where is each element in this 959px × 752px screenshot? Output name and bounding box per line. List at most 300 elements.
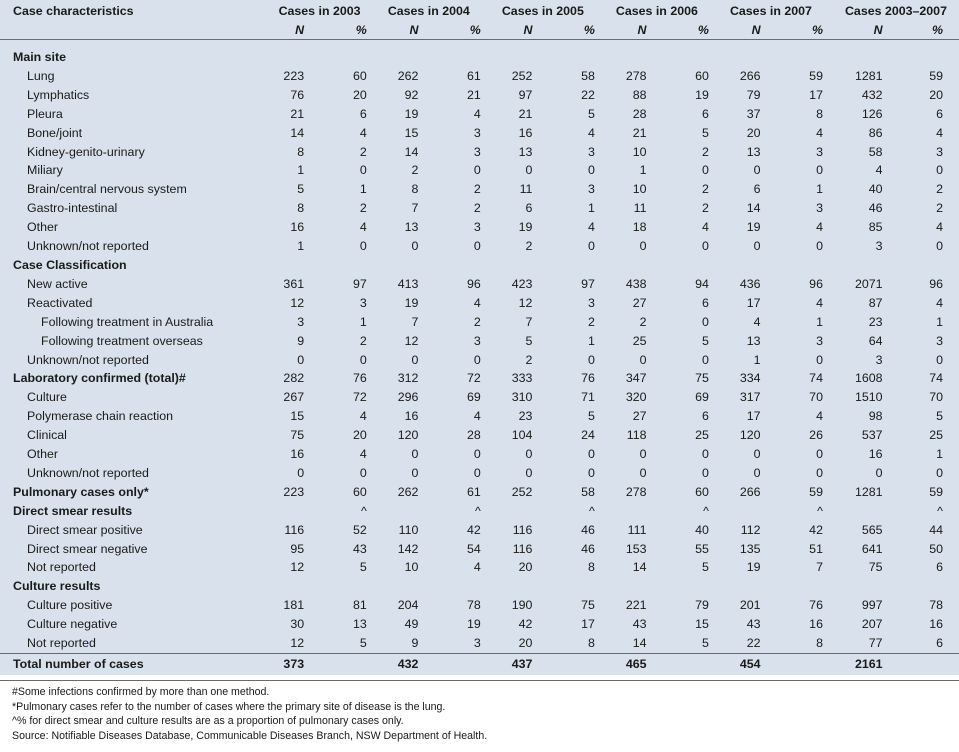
cell-percent: 54 [467, 541, 481, 556]
cell-count: 19 [404, 295, 419, 310]
cell-count: 0 [753, 163, 761, 178]
cell-count: 85 [868, 220, 883, 235]
cell-count: 278 [625, 484, 647, 499]
cell-percent: 8 [816, 636, 823, 651]
cell-count: 3 [297, 314, 305, 329]
cell-percent [532, 48, 594, 67]
cell-count: 1 [297, 163, 305, 178]
cell-count: 21 [518, 106, 533, 121]
cell-count: 2071 [854, 276, 883, 291]
cell-percent: 20 [352, 87, 367, 102]
cell-count [709, 502, 761, 521]
cell-count [823, 256, 883, 275]
total-count: 454 [709, 654, 761, 676]
cell-count: 20 [518, 560, 533, 575]
table-row [0, 199, 959, 218]
cell-count: 16 [290, 220, 305, 235]
cell-percent: 25 [929, 428, 943, 443]
cell-percent: 0 [816, 447, 823, 462]
cell-count [481, 48, 533, 67]
cell-percent: 60 [695, 484, 709, 499]
cell-percent: 1 [816, 314, 823, 329]
cell-count [367, 256, 419, 275]
cell-count: 252 [511, 484, 533, 499]
cell-count: 14 [746, 201, 761, 216]
cell-count: 1 [297, 239, 305, 254]
cell-percent: 0 [936, 239, 943, 254]
cell-count: 126 [861, 106, 883, 121]
cell-percent: 59 [929, 68, 943, 83]
cell-percent: 4 [936, 220, 943, 235]
cell-percent: 4 [816, 220, 823, 235]
cell-percent: 55 [695, 541, 709, 556]
cell-count: 12 [290, 295, 305, 310]
cell-percent: 1 [359, 182, 367, 197]
cell-count: 27 [632, 409, 647, 424]
cell-percent: 3 [473, 220, 481, 235]
cell-count: 0 [875, 465, 883, 480]
table-row [0, 502, 959, 521]
cell-count: 0 [297, 352, 305, 367]
cell-percent: 72 [467, 371, 481, 386]
cell-count: 266 [739, 68, 761, 83]
row-label: Following treatment overseas [41, 333, 203, 348]
header-pct: % [647, 21, 709, 40]
cell-count: 77 [868, 636, 883, 651]
cell-count: 223 [283, 68, 305, 83]
footnote-pulmonary: *Pulmonary cases refer to the number of cases where the primary site of disease is the lung. [12, 700, 446, 713]
cell-count: 13 [746, 333, 761, 348]
cell-count: 2 [411, 163, 419, 178]
cell-percent: 2 [702, 182, 709, 197]
cell-count: 13 [746, 144, 761, 159]
row-label: Main site [13, 50, 67, 64]
table-row [0, 615, 959, 634]
cell-count: 181 [283, 598, 305, 613]
cell-count: 11 [519, 182, 533, 197]
cell-percent: 0 [816, 352, 823, 367]
cell-count: 0 [297, 465, 305, 480]
table-row [0, 407, 959, 426]
cell-percent: 42 [467, 522, 481, 537]
cell-percent: 96 [929, 276, 943, 291]
header-pct: % [418, 21, 480, 40]
cell-count: 12 [404, 333, 419, 348]
cell-count: 641 [861, 541, 883, 556]
total-count: 373 [252, 654, 304, 676]
cell-count: 0 [639, 465, 647, 480]
cell-percent: 24 [581, 428, 595, 443]
cell-percent: 71 [581, 390, 595, 405]
header-row-years [0, 0, 959, 21]
cell-count: 23 [518, 409, 533, 424]
cell-percent [304, 256, 367, 275]
header-pct: % [761, 21, 823, 40]
cell-percent: 78 [467, 598, 481, 613]
cell-count: 334 [739, 371, 761, 386]
cell-percent: 96 [467, 276, 481, 291]
cell-count: 64 [868, 333, 883, 348]
cell-count: 262 [397, 484, 419, 499]
footnote-proportion: ^% for direct smear and culture results are as a proportion of pulmonary cases only. [12, 715, 404, 727]
cell-percent: 72 [352, 390, 367, 405]
cell-count: 19 [404, 106, 419, 121]
cell-percent: 0 [359, 352, 367, 367]
cell-count: 1510 [854, 390, 883, 405]
cell-count: 11 [633, 201, 647, 216]
cell-percent: 5 [702, 333, 709, 348]
cell-count: 296 [397, 390, 419, 405]
cell-percent: 20 [929, 87, 943, 102]
cell-count: 3 [875, 352, 883, 367]
cell-percent: 3 [473, 333, 481, 348]
row-label: Culture results [13, 579, 101, 594]
table-row [0, 143, 959, 162]
header-year-2005: Cases in 2005 [501, 4, 584, 18]
cell-count: 30 [290, 617, 305, 632]
cell-count: 18 [632, 220, 647, 235]
cell-percent: 0 [816, 163, 823, 178]
cell-count: 87 [868, 295, 883, 310]
total-percent [532, 654, 594, 676]
cell-percent: 3 [587, 144, 595, 159]
cell-count: 282 [283, 371, 305, 386]
cell-percent: 4 [816, 409, 823, 424]
cell-percent: 75 [695, 371, 709, 386]
cell-percent: 5 [587, 409, 595, 424]
cell-percent: 4 [473, 560, 481, 575]
total-count: 437 [481, 654, 533, 676]
cell-count: 2 [525, 239, 533, 254]
cell-percent: 81 [352, 598, 367, 613]
cell-percent: 3 [816, 333, 823, 348]
cell-percent: 0 [702, 447, 709, 462]
cell-percent: 3 [359, 295, 367, 310]
row-label: Brain/central nervous system [27, 182, 187, 197]
cell-percent: 21 [467, 87, 481, 102]
cell-count: 201 [739, 598, 761, 613]
cell-count: 317 [739, 390, 761, 405]
header-n: N [481, 21, 533, 40]
cell-count: 116 [512, 541, 533, 556]
total-percent [647, 654, 709, 676]
cell-count: 0 [639, 239, 647, 254]
cell-percent: 0 [359, 163, 367, 178]
row-label: Other [27, 447, 58, 462]
cell-percent: ^ [703, 503, 709, 518]
cell-percent: ^ [475, 503, 481, 518]
cell-count: 1608 [854, 371, 883, 386]
cell-percent: 4 [587, 220, 595, 235]
total-percent [418, 654, 480, 676]
cell-count: 252 [511, 68, 533, 83]
cell-percent: 70 [809, 390, 823, 405]
cell-percent: 3 [936, 333, 943, 348]
cell-percent: 79 [695, 598, 709, 613]
spacer-row [0, 40, 959, 49]
cell-count: 12 [290, 560, 305, 575]
cell-count: 86 [868, 125, 883, 140]
cell-count: 10 [632, 144, 647, 159]
cell-count: 20 [746, 125, 761, 140]
cell-percent: 1 [816, 182, 823, 197]
cell-count: 4 [875, 163, 883, 178]
cell-percent: 3 [473, 144, 481, 159]
cell-count: 42 [518, 617, 533, 632]
cell-count: 98 [868, 409, 883, 424]
cell-percent: 51 [809, 541, 823, 556]
cell-percent [532, 256, 594, 275]
cell-percent: 0 [587, 352, 595, 367]
cell-count: 0 [525, 163, 533, 178]
cell-count: 112 [740, 522, 761, 537]
cell-count: 142 [397, 541, 419, 556]
cell-percent: 94 [695, 276, 709, 291]
cell-count: 6 [753, 182, 761, 197]
cell-percent: 1 [587, 201, 595, 216]
cell-percent: 69 [467, 390, 481, 405]
cell-count: 0 [753, 447, 761, 462]
cell-percent: 61 [467, 484, 481, 499]
cell-count [481, 256, 533, 275]
cell-count: 0 [525, 465, 533, 480]
cell-count: 310 [511, 390, 533, 405]
cell-count: 10 [632, 182, 647, 197]
cell-count: 565 [861, 522, 883, 537]
cell-count: 27 [632, 295, 647, 310]
cell-percent: 97 [352, 276, 367, 291]
cell-count: 16 [290, 447, 305, 462]
cell-percent: 2 [473, 182, 481, 197]
cell-count: 423 [511, 276, 533, 291]
cell-count: 1281 [854, 68, 883, 83]
cell-percent: 5 [702, 560, 709, 575]
cell-count: 266 [739, 484, 761, 499]
cell-count: 204 [397, 598, 419, 613]
cell-percent [532, 577, 594, 596]
cell-count: 21 [290, 106, 305, 121]
cell-percent [761, 256, 823, 275]
cell-percent: 6 [359, 106, 367, 121]
cell-percent: 0 [587, 465, 595, 480]
cell-count: 116 [284, 522, 305, 537]
cell-percent: 50 [929, 541, 943, 556]
cell-percent [418, 577, 480, 596]
row-label: Unknown/not reported [27, 239, 149, 254]
cell-count: 111 [627, 522, 647, 537]
cell-percent: 19 [695, 87, 709, 102]
cell-percent: 5 [936, 409, 943, 424]
cell-count: 436 [739, 276, 761, 291]
cell-count: 46 [868, 201, 883, 216]
cell-count: 110 [398, 522, 419, 537]
header-pct: % [532, 21, 594, 40]
cell-percent [883, 256, 959, 275]
cell-count: 7 [411, 201, 419, 216]
cell-count: 12 [290, 636, 305, 651]
cell-percent: 0 [359, 465, 367, 480]
cell-percent: 4 [936, 125, 943, 140]
cell-count [252, 256, 304, 275]
cell-count: 153 [625, 541, 647, 556]
row-label: Unknown/not reported [27, 465, 149, 480]
table-row [0, 124, 959, 143]
cell-count [252, 577, 304, 596]
cell-count [823, 502, 883, 521]
row-label: Culture negative [27, 617, 118, 632]
cell-percent: 0 [702, 239, 709, 254]
cell-count: 0 [525, 447, 533, 462]
row-label: Not reported [27, 636, 96, 651]
cell-count: 19 [746, 220, 761, 235]
table-row [0, 48, 959, 67]
cell-percent: 60 [352, 68, 367, 83]
header-year-2007: Cases in 2007 [729, 4, 812, 18]
cell-percent [647, 256, 709, 275]
cell-percent: 3 [587, 182, 595, 197]
cell-percent: 5 [702, 636, 709, 651]
cell-count: 432 [861, 87, 883, 102]
cell-percent: 4 [473, 106, 481, 121]
table-row [0, 67, 959, 86]
cell-percent: 17 [581, 617, 595, 632]
header-n: N [252, 21, 304, 40]
cell-percent: 59 [929, 484, 943, 499]
cell-count: 88 [632, 87, 647, 102]
cell-percent: 96 [809, 276, 823, 291]
cell-percent: 52 [352, 522, 367, 537]
cell-percent: 4 [816, 125, 823, 140]
cell-percent: 16 [809, 617, 823, 632]
cell-percent [883, 48, 959, 67]
cell-percent: 70 [929, 390, 943, 405]
cell-count: 23 [868, 314, 883, 329]
cell-count: 6 [525, 201, 533, 216]
row-label: Laboratory confirmed (total)# [13, 371, 186, 386]
cell-count: 1 [639, 163, 647, 178]
row-label: Gastro-intestinal [27, 201, 118, 216]
cell-count: 278 [625, 68, 647, 83]
cell-count [595, 48, 647, 67]
total-percent [883, 654, 959, 676]
cell-count: 120 [397, 428, 419, 443]
cell-percent [647, 48, 709, 67]
cell-percent: 76 [581, 371, 595, 386]
row-label: Clinical [27, 428, 67, 443]
cell-count: 0 [753, 239, 761, 254]
row-label: New active [27, 276, 88, 291]
row-label: Lymphatics [27, 87, 90, 102]
cell-count: 320 [625, 390, 647, 405]
cell-count: 9 [297, 333, 305, 348]
cell-percent: 5 [587, 106, 595, 121]
header-row-units [0, 21, 959, 40]
cell-count: 221 [625, 598, 647, 613]
table-row [0, 521, 959, 540]
header-year-2006: Cases in 2006 [615, 4, 698, 18]
cell-count: 2 [525, 352, 533, 367]
cell-count [252, 502, 304, 521]
cell-count: 37 [746, 106, 761, 121]
row-label: Reactivated [27, 295, 93, 310]
table-row [0, 634, 959, 653]
table-row [0, 313, 959, 332]
cell-percent: 6 [702, 106, 709, 121]
cell-count: 22 [746, 636, 761, 651]
cell-count: 997 [861, 598, 883, 613]
table-row [0, 218, 959, 237]
cell-count: 43 [632, 617, 647, 632]
cell-count: 0 [411, 447, 419, 462]
table-row [0, 161, 959, 180]
cell-percent: 2 [587, 314, 595, 329]
cell-percent: 8 [587, 636, 595, 651]
cell-percent: 58 [581, 68, 595, 83]
row-label: Miliary [27, 163, 63, 178]
row-label: Other [27, 220, 58, 235]
cell-percent: 74 [929, 371, 943, 386]
cell-percent: 74 [809, 371, 823, 386]
cell-percent: 6 [936, 636, 943, 651]
table-row [0, 445, 959, 464]
cell-percent: 5 [359, 560, 367, 575]
header-pct: % [883, 21, 959, 40]
header-pct: % [304, 21, 367, 40]
header-year-total: Cases 2003–2007 [844, 4, 947, 18]
row-label: Pleura [27, 106, 63, 121]
cell-percent: 0 [587, 447, 595, 462]
cell-count: 75 [868, 560, 883, 575]
table-row [0, 369, 959, 388]
cell-percent: ^ [937, 503, 943, 518]
cell-count: 16 [868, 447, 883, 462]
row-label: Following treatment in Australia [41, 314, 214, 329]
cell-percent: 4 [587, 125, 595, 140]
cell-count: 135 [739, 541, 761, 556]
cell-percent: 59 [809, 68, 823, 83]
total-count: 2161 [823, 654, 883, 676]
cell-count: 12 [518, 295, 533, 310]
cell-percent: 4 [359, 409, 367, 424]
cell-count [481, 502, 533, 521]
cell-percent: 8 [587, 560, 595, 575]
cell-count [823, 577, 883, 596]
cell-count [595, 256, 647, 275]
cell-percent: 3 [816, 144, 823, 159]
cell-percent: 0 [473, 447, 481, 462]
cell-percent: 75 [581, 598, 595, 613]
cell-count: 20 [518, 636, 533, 651]
cell-count: 28 [632, 106, 647, 121]
cell-percent: 4 [359, 220, 367, 235]
cell-count: 120 [739, 428, 761, 443]
cell-count: 13 [404, 220, 419, 235]
cell-percent [418, 48, 480, 67]
cell-percent: 4 [473, 409, 481, 424]
table-row [0, 332, 959, 351]
table-row [0, 464, 959, 483]
cell-count [595, 577, 647, 596]
cell-percent: 2 [473, 314, 481, 329]
cell-count: 5 [297, 182, 305, 197]
cell-count: 79 [746, 87, 761, 102]
cell-count: 14 [404, 144, 419, 159]
cell-percent: 2 [936, 182, 943, 197]
cell-count: 16 [518, 125, 533, 140]
total-percent [304, 654, 367, 676]
row-label: Lung [27, 68, 55, 83]
cell-percent: 6 [936, 560, 943, 575]
